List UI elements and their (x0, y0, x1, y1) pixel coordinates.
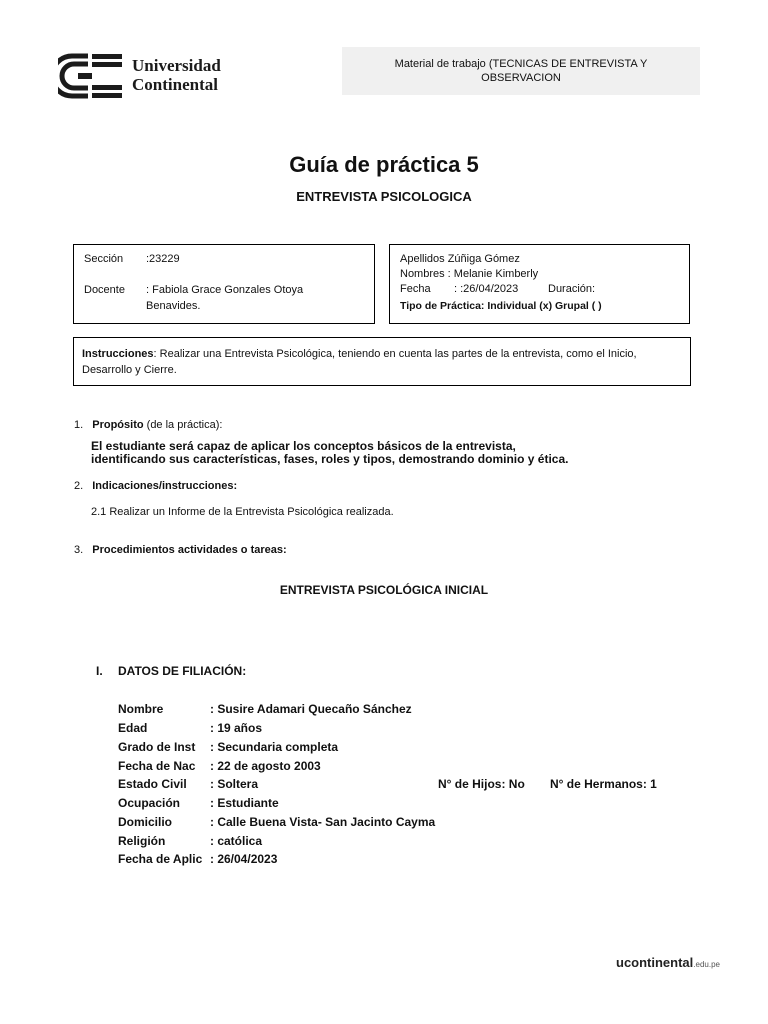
duracion-label: Duración: (548, 283, 596, 295)
section-2-title: Indicaciones/instrucciones: (92, 480, 238, 492)
footer-brand-name: ucontinental (616, 955, 694, 970)
row-value-religion: : católica (210, 834, 263, 848)
instructions-label: Instrucciones (82, 348, 154, 360)
section-3-heading (74, 544, 287, 556)
fecha-label: Fecha (400, 283, 431, 295)
filiacion-title: DATOS DE FILIACIÓN: (118, 664, 247, 678)
student-info-box (389, 244, 690, 324)
fecha-value: : :26/04/2023 (454, 283, 519, 295)
seccion-value: :23229 (146, 253, 180, 265)
material-header (342, 47, 700, 95)
filiacion-roman: I. (96, 664, 103, 678)
row-value-ocupacion: : Estudiante (210, 796, 279, 810)
docente-value-2: Benavides. (146, 300, 201, 312)
material-line-1: Material de trabajo (TECNICAS DE ENTREVISTA Y (394, 58, 648, 70)
row-value-domicilio: : Calle Buena Vista- San Jacinto Cayma (210, 815, 436, 829)
row-value-estado-civil: : Soltera (210, 777, 259, 791)
section-1-heading (74, 419, 222, 431)
row-label-religion: Religión (118, 834, 166, 848)
nombres: Nombres : Melanie Kimberly (400, 268, 539, 280)
page-title: Guía de práctica 5 (289, 152, 479, 177)
section-1-number: 1. (74, 419, 84, 431)
section-2-heading (74, 480, 237, 492)
row-label-fecha-aplic: Fecha de Aplic (118, 852, 203, 866)
row-value-fecha-aplic: : 26/04/2023 (210, 852, 278, 866)
row-label-edad: Edad (118, 721, 148, 735)
hermanos-field: N° de Hermanos: 1 (550, 777, 657, 791)
seccion-label: Sección (84, 253, 124, 265)
logo-line-1: Universidad (132, 56, 221, 75)
purpose-text (91, 440, 711, 466)
purpose-line-2: identificando sus características, fases, roles y tipos, demostrando dominio y ética. (91, 452, 569, 466)
row-label-fecha-nac: Fecha de Nac (118, 759, 196, 773)
apellidos: Apellidos Zúñiga Gómez (400, 253, 520, 265)
row-label-domicilio: Domicilio (118, 815, 173, 829)
section-2-item: 2.1 Realizar un Informe de la Entrevista Psicológica realizada. (91, 506, 394, 518)
section-3-title: Procedimientos actividades o tareas: (92, 544, 287, 556)
row-value-nombre: : Susire Adamari Quecaño Sánchez (210, 702, 412, 716)
material-line-2: OBSERVACION (481, 72, 561, 84)
docente-value-1: : Fabiola Grace Gonzales Otoya (146, 284, 304, 296)
section-2-number: 2. (74, 480, 84, 492)
footer-domain: .edu.pe (693, 960, 720, 969)
row-label-ocupacion: Ocupación (118, 796, 181, 810)
course-info-box (73, 244, 375, 324)
tipo-practica: Tipo de Práctica: Individual (x) Grupal ( ) (400, 300, 602, 312)
logo-mark-icon (58, 52, 128, 100)
page-subtitle: ENTREVISTA PSICOLOGICA (296, 189, 472, 204)
row-label-nombre: Nombre (118, 702, 164, 716)
instructions-box (73, 337, 691, 386)
hijos-field: N° de Hijos: No (438, 777, 525, 791)
logo-line-2: Continental (132, 75, 218, 94)
interview-heading: ENTREVISTA PSICOLÓGICA INICIAL (279, 583, 489, 597)
row-label-estado-civil: Estado Civil (118, 777, 187, 791)
docente-label: Docente (84, 284, 125, 296)
row-value-edad: : 19 años (210, 721, 263, 735)
instructions-text: : Realizar una Entrevista Psicológica, teniendo en cuenta las partes de la entrevista, como el Inicio, Desarrollo y Cierre. (82, 348, 637, 376)
section-3-number: 3. (74, 544, 84, 556)
row-value-fecha-nac: : 22 de agosto 2003 (210, 759, 321, 773)
section-1-title: Propósito (92, 419, 144, 431)
section-1-title-rest: (de la práctica): (143, 419, 223, 431)
row-label-grado: Grado de Inst (118, 740, 196, 754)
purpose-line-1: El estudiante será capaz de aplicar los conceptos básicos de la entrevista, (91, 439, 516, 453)
row-value-grado: : Secundaria completa (210, 740, 339, 754)
logo-text (132, 56, 221, 94)
footer-brand (616, 955, 720, 970)
